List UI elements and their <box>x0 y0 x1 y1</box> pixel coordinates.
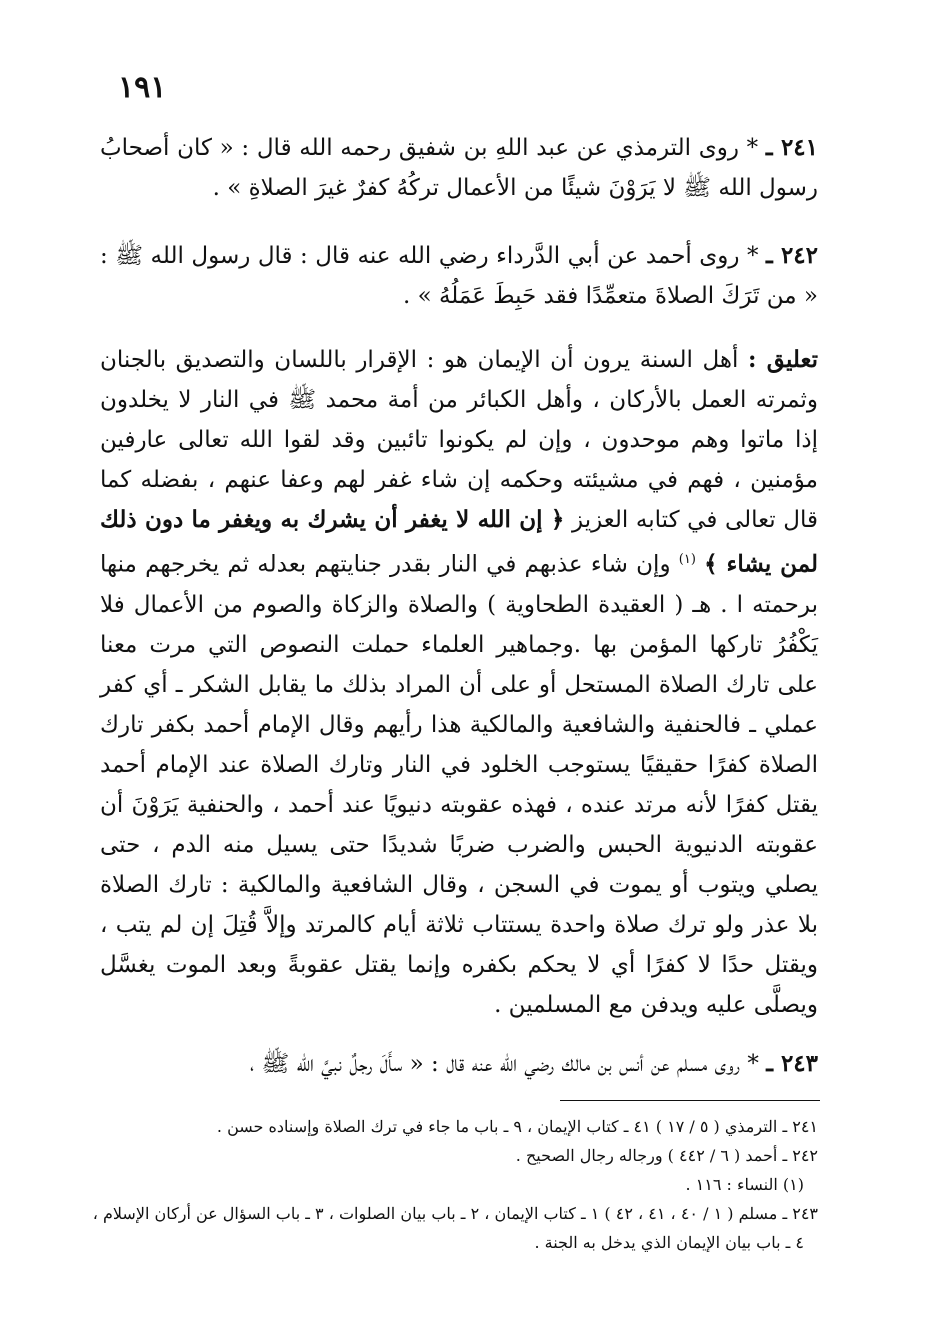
hadith-241 <box>100 128 818 208</box>
footnote-1: (١) النساء : ١١٦ . <box>685 1175 804 1194</box>
commentary-label: تعليق : <box>748 346 818 373</box>
hadith-243 <box>100 1044 818 1084</box>
footnote-242: ٢٤٢ ـ أحمد ( ٦ / ٤٤٢ ) ورجاله رجال الصحيح . <box>515 1146 818 1165</box>
footnote-243: ٢٤٣ ـ مسلم ( ١ / ٤٠ ، ٤١ ، ٤٢ ) ١ ـ كتاب الإيمان ، ٢ ـ باب بيان الصلوات ، ٣ ـ باب السؤال عن أركان الإسلام ، <box>92 1204 818 1223</box>
hadith-number: ٢٤٣ ـ <box>766 1050 818 1077</box>
hadith-text: * روى أحمد عن أبي الدَّرداء رضي الله عنه قال : قال رسول الله ﷺ : « من تَرَكَ الصلاةَ متعمِّدًا فقد حَبِطَ عَمَلُهُ » . <box>100 243 818 309</box>
hadith-text: * روى مسلم عن أنس بن مالك رضي الله عنه قال : « سأَلَ رجلٌ نبيَّ الله ﷺ ، <box>249 1051 759 1077</box>
footnote-marker: (١) <box>678 552 696 567</box>
hadith-number: ٢٤٢ ـ <box>766 242 819 269</box>
page-number: ١٩١ <box>118 70 167 105</box>
quran-quote: ﴿ إن الله لا يغفر أن يشرك به ويغفر ما دون ذلك لمن يشاء ﴾ <box>100 506 818 578</box>
commentary <box>100 340 818 1025</box>
footnote-241: ٢٤١ ـ الترمذي ( ٥ / ١٧ ) ٤١ ـ كتاب الإيمان ، ٩ ـ باب ما جاء في ترك الصلاة وإسناده حسن . <box>216 1117 818 1136</box>
hadith-number: ٢٤١ ـ <box>765 134 818 161</box>
hadith-text: * روى الترمذي عن عبد اللهِ بن شفيق رحمه الله قال : « كان أصحابُ رسول الله ﷺ لا يَرَوْنَ شيئًا من الأعمال تركُهُ كفرٌ غيرَ الصلاةِ » . <box>100 135 818 201</box>
commentary-text-1: أهل السنة يرون أن الإيمان هو : الإقرار باللسان والتصديق بالجنان وثمرته العمل بالأركان ، وأهل الكبائر من أمة محمد ﷺ في النار لا يخلدون إذا ماتوا وهم موحدون ، وإن لم يكونوا تائبين وقد لقوا الله تعالى عارفين مؤمنين ، فهم في مشيئته وحكمه إن شاء غفر لهم وعفا عنهم ، بفضله كما قال تعالى في كتابه العزيز <box>100 347 818 533</box>
footnote-divider <box>560 1100 820 1101</box>
footnotes <box>92 1112 818 1257</box>
footnote-243-continued: ٤ ـ باب بيان الإيمان الذي يدخل به الجنة . <box>534 1233 804 1252</box>
hadith-242 <box>100 236 818 316</box>
commentary-text-2: وإن شاء عذبهم في النار بقدر جنايتهم بعدله ثم يخرجهم منها برحمته ا . هـ ( العقيدة الطحاوية ) والصلاة والزكاة والصوم من الأعمال فلا يَكْفُرُ تاركها المؤمن بها .وجماهير العلماء حملت النصوص التي مرت معنا على تارك الصلاة المستحل أو على أن المراد بذلك ما يقابل الشكر ـ أي كفر عملي ـ فالحنفية والشافعية والمالكية هذا رأيهم وقال الإمام أحمد بكفر تارك الصلاة كفرًا حقيقيًا يستوجب الخلود في النار وتارك الصلاة عند الإمام أحمد يقتل كفرًا لأنه مرتد عنده ، فهذه عقوبته دنيويًا عند أحمد ، والحنفية يَرَوْنَ أن عقوبته الدنيوية الحبس والضرب ضربًا شديدًا حتى يسيل منه الدم ، حتى يصلي ويتوب أو يموت في السجن ، وقال الشافعية والمالكية : تارك الصلاة بلا عذر ولو ترك صلاة واحدة يستتاب ثلاثة أيام كالمرتد وإلاَّ قُتِلَ إن لم يتب ، ويقتل حدًا لا كفرًا أي لا يحكم بكفره وإنما يقتل عقوبةً وبعد الموت يغسَّل ويصلَّى عليه ويدفن مع المسلمين . <box>100 551 819 1018</box>
